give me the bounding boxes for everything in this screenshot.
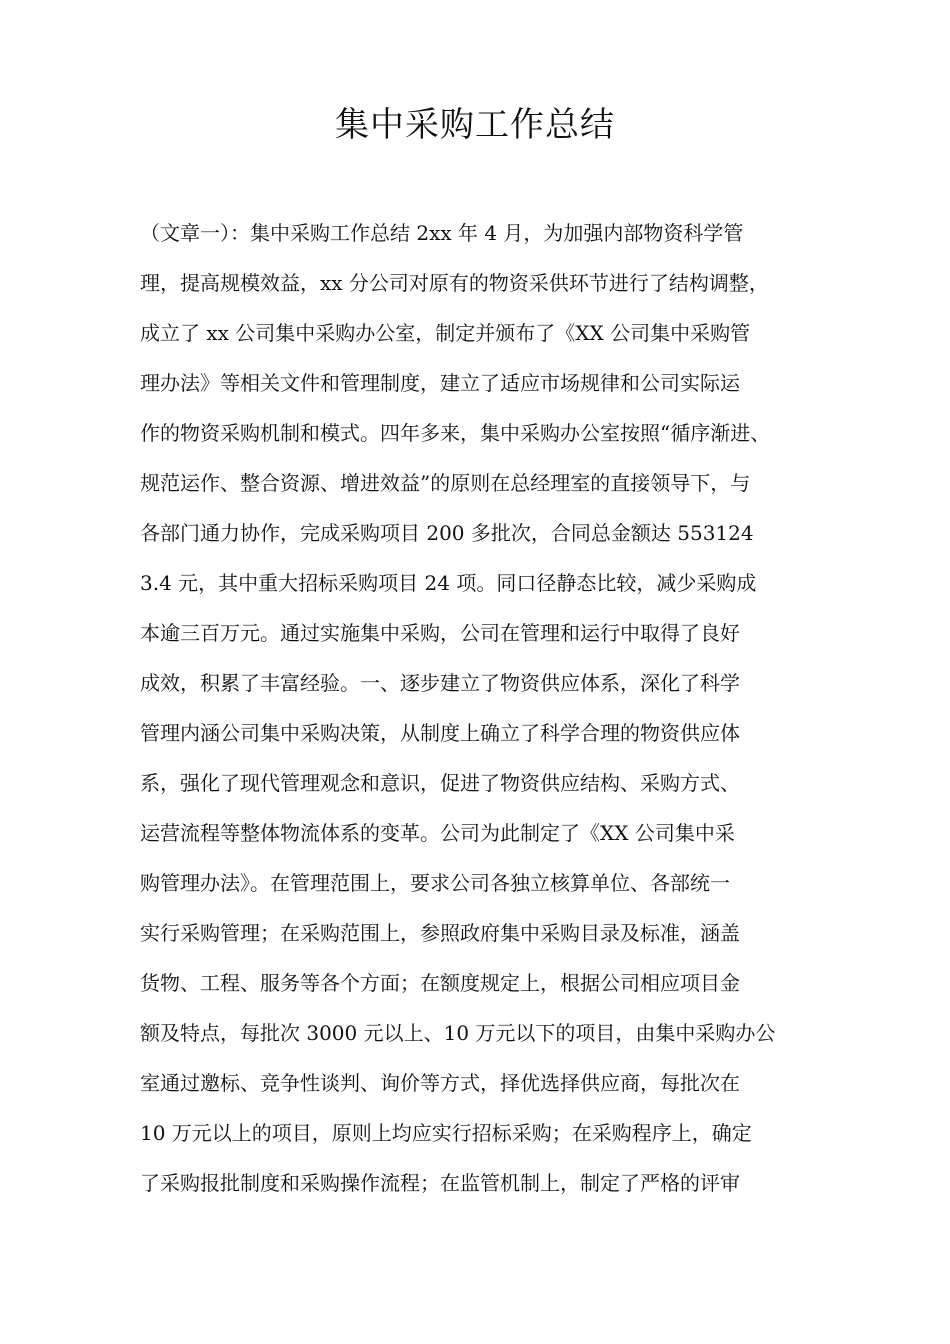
body-line: 管理内涵公司集中采购决策，从制度上确立了科学合理的物资供应体 — [140, 721, 740, 745]
body-line: 10 万元以上的项目，原则上均应实行招标采购；在采购程序上，确定 — [140, 1121, 752, 1145]
body-line: 理办法》等相关文件和管理制度，建立了适应市场规律和公司实际运 — [140, 371, 740, 395]
body-line: 系，强化了现代管理观念和意识，促进了物资供应结构、采购方式、 — [140, 771, 740, 795]
body-line: 规范运作、整合资源、增进效益”的原则在总经理室的直接领导下，与 — [140, 471, 751, 495]
document-title: 集中采购工作总结 — [335, 105, 615, 145]
body-line: 各部门通力协作，完成采购项目 200 多批次，合同总金额达 553124 — [140, 521, 754, 545]
body-line: 理，提高规模效益，xx 分公司对原有的物资采供环节进行了结构调整， — [140, 271, 769, 295]
body-line: 货物、工程、服务等各个方面；在额度规定上，根据公司相应项目金 — [140, 971, 740, 995]
body-line: （文章一）：集中采购工作总结 2xx 年 4 月，为加强内部物资科学管 — [140, 221, 744, 245]
body-line: 本逾三百万元。通过实施集中采购，公司在管理和运行中取得了良好 — [140, 621, 740, 645]
body-line: 成效，积累了丰富经验。一、逐步建立了物资供应体系，深化了科学 — [140, 671, 740, 695]
body-line: 实行采购管理；在采购范围上，参照政府集中采购目录及标准，涵盖 — [140, 921, 740, 945]
document-body — [140, 208, 830, 1208]
body-line: 室通过邀标、竞争性谈判、询价等方式，择优选择供应商，每批次在 — [140, 1071, 740, 1095]
body-line: 了采购报批制度和采购操作流程；在监管机制上，制定了严格的评审 — [140, 1171, 740, 1195]
body-line: 运营流程等整体物流体系的变革。公司为此制定了《XX 公司集中采 — [140, 821, 735, 845]
body-line: 3.4 元，其中重大招标采购项目 24 项。同口径静态比较，减少采购成 — [140, 571, 757, 595]
body-line: 额及特点，每批次 3000 元以上、10 万元以下的项目，由集中采购办公 — [140, 1021, 776, 1045]
body-line: 成立了 xx 公司集中采购办公室，制定并颁布了《XX 公司集中采购管 — [140, 321, 751, 345]
body-line: 购管理办法》。在管理范围上，要求公司各独立核算单位、各部统一 — [140, 871, 730, 895]
body-line: 作的物资采购机制和模式。四年多来，集中采购办公室按照“循序渐进、 — [140, 421, 771, 445]
